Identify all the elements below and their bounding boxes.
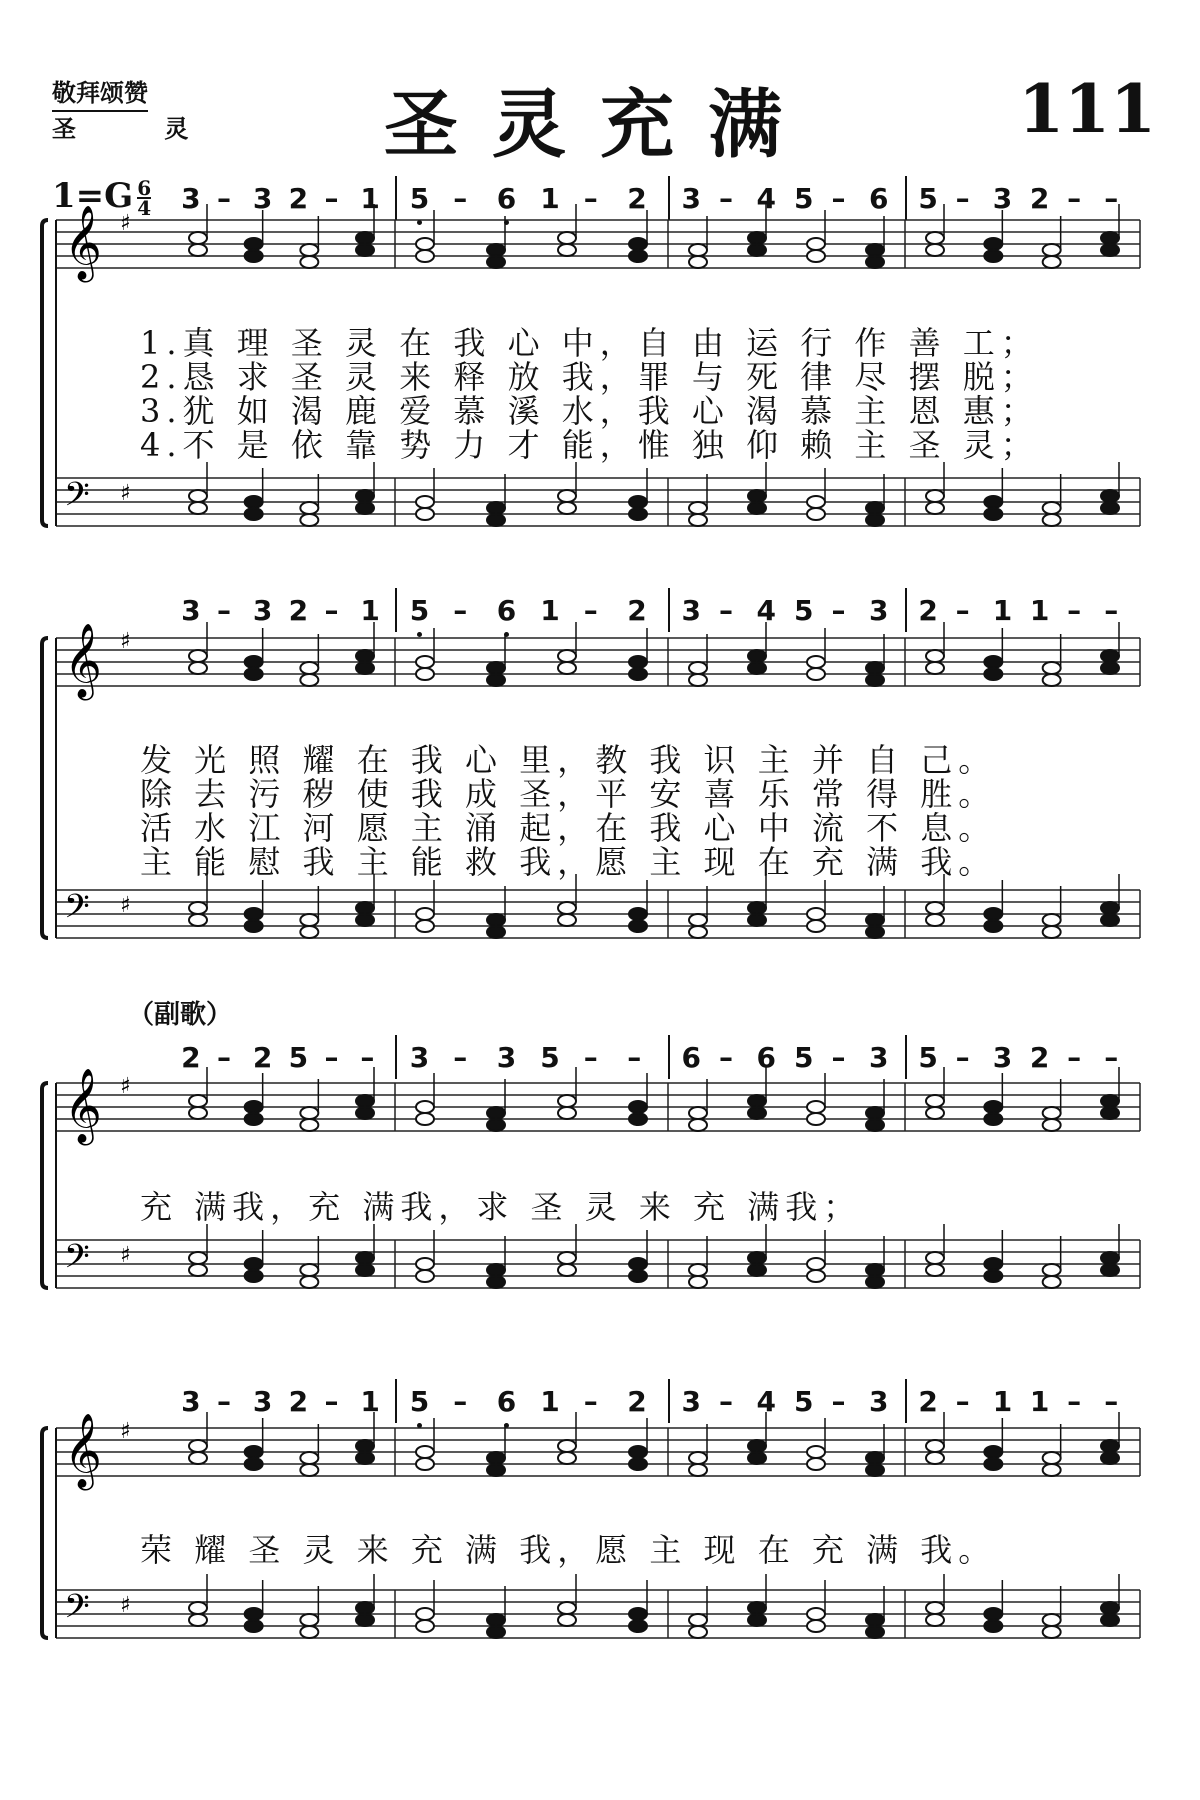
category-sub: 圣 灵 bbox=[52, 114, 229, 143]
notehead bbox=[1043, 1614, 1061, 1626]
jianpu-note: 3 bbox=[992, 1041, 1013, 1074]
sharp-icon: ♯ bbox=[120, 629, 131, 654]
jianpu-note: – bbox=[1067, 1041, 1082, 1074]
notehead bbox=[300, 1452, 318, 1464]
jianpu-note: 1 bbox=[540, 182, 560, 215]
jianpu-note: – bbox=[955, 1041, 970, 1074]
notehead bbox=[1043, 1452, 1061, 1464]
jianpu-note: – bbox=[627, 1041, 642, 1074]
jianpu-note: – bbox=[831, 594, 846, 627]
notehead bbox=[866, 1452, 884, 1464]
jianpu-note: 5 bbox=[409, 594, 430, 627]
lyric-line: 充 满我，充 满我，求 圣 灵 来 充 满我； bbox=[140, 1188, 862, 1226]
jianpu-note: – bbox=[217, 594, 231, 627]
notehead bbox=[356, 1440, 374, 1452]
notehead bbox=[984, 1608, 1002, 1620]
jianpu-note: 1 bbox=[360, 594, 380, 627]
hymn-number: 111 bbox=[1018, 70, 1156, 148]
notehead bbox=[189, 1440, 207, 1452]
jianpu-note: – bbox=[583, 1041, 598, 1074]
jianpu-note: – bbox=[1067, 182, 1082, 215]
jianpu-note: 5 bbox=[540, 1041, 560, 1074]
notehead bbox=[807, 1608, 825, 1620]
jianpu-note: – bbox=[583, 1385, 598, 1418]
hymn-title: 圣灵充满 bbox=[384, 82, 816, 168]
jianpu-note: 6 bbox=[496, 182, 517, 215]
jianpu-note: 3 bbox=[252, 594, 273, 627]
lyric-line: 主 能 慰 我 主 能 救 我，愿 主 现 在 充 满 我。 bbox=[140, 843, 997, 881]
notehead bbox=[748, 1602, 766, 1614]
jianpu-note: – bbox=[217, 1041, 231, 1074]
jianpu-note: 1 bbox=[992, 1385, 1013, 1418]
notehead bbox=[487, 1626, 505, 1638]
jianpu-note: – bbox=[1104, 1385, 1119, 1418]
notehead bbox=[487, 1452, 505, 1464]
notehead bbox=[189, 1452, 207, 1464]
treble-clef-icon: 𝄞 bbox=[64, 206, 102, 280]
jianpu-note: 2 bbox=[627, 182, 647, 215]
jianpu-note: – bbox=[217, 1385, 231, 1418]
jianpu-note: – bbox=[453, 1041, 468, 1074]
notehead bbox=[487, 1614, 505, 1626]
jianpu-note: – bbox=[719, 1041, 733, 1074]
jianpu-note: 1 bbox=[540, 1385, 560, 1418]
notehead bbox=[300, 1614, 318, 1626]
notehead bbox=[866, 1626, 884, 1638]
notehead bbox=[558, 1614, 576, 1626]
notehead bbox=[416, 1458, 434, 1470]
jianpu-note: 6 bbox=[756, 1041, 776, 1074]
jianpu-note: 5 bbox=[794, 182, 814, 215]
notehead bbox=[984, 1458, 1002, 1470]
jianpu-note: – bbox=[324, 1385, 339, 1418]
notehead bbox=[689, 1452, 707, 1464]
notehead bbox=[189, 1614, 207, 1626]
notehead bbox=[689, 1626, 707, 1638]
notehead bbox=[807, 1446, 825, 1458]
jianpu-note: 5 bbox=[794, 1041, 814, 1074]
jianpu-note: – bbox=[1104, 594, 1119, 627]
jianpu-note: 3 bbox=[681, 182, 701, 215]
notehead bbox=[300, 1464, 318, 1476]
notehead bbox=[1043, 1626, 1061, 1638]
jianpu-note: – bbox=[719, 594, 733, 627]
notehead bbox=[356, 1602, 374, 1614]
jianpu-note: 3 bbox=[992, 182, 1013, 215]
notehead bbox=[629, 1446, 647, 1458]
jianpu-note: – bbox=[955, 594, 970, 627]
jianpu-note: 2 bbox=[1029, 1041, 1050, 1074]
sharp-icon: ♯ bbox=[120, 1243, 131, 1268]
notehead bbox=[245, 1620, 263, 1632]
jianpu-note: 5 bbox=[794, 594, 814, 627]
notehead bbox=[926, 1602, 944, 1614]
notehead bbox=[1101, 1452, 1119, 1464]
lyric-line: 活 水 江 河 愿 主 涌 起，在 我 心 中 流 不 息。 bbox=[140, 809, 997, 847]
time-top: 6 bbox=[137, 176, 152, 200]
jianpu-note: – bbox=[719, 1385, 733, 1418]
jianpu-note: – bbox=[831, 1041, 846, 1074]
lyric-line: 2.恳 求 圣 灵 来 释 放 我，罪 与 死 律 尽 摆 脱； bbox=[140, 358, 1039, 396]
jianpu-note: 6 bbox=[869, 182, 889, 215]
notehead bbox=[629, 1458, 647, 1470]
lyric-line: 荣 耀 圣 灵 来 充 满 我，愿 主 现 在 充 满 我。 bbox=[140, 1531, 997, 1569]
sharp-icon: ♯ bbox=[120, 893, 131, 918]
jianpu-note: – bbox=[1104, 1041, 1119, 1074]
jianpu-note: 3 bbox=[181, 594, 201, 627]
jianpu-note: 3 bbox=[681, 1385, 701, 1418]
jianpu-note: – bbox=[453, 1385, 468, 1418]
notehead bbox=[1043, 1464, 1061, 1476]
jianpu-note: – bbox=[1067, 1385, 1082, 1418]
jianpu-note: 5 bbox=[918, 182, 938, 215]
jianpu-note: 5 bbox=[918, 1041, 938, 1074]
notehead bbox=[558, 1452, 576, 1464]
treble-clef-icon: 𝄞 bbox=[64, 1069, 102, 1143]
jianpu-note: 5 bbox=[409, 182, 430, 215]
lyric-line: 1.真 理 圣 灵 在 我 心 中，自 由 运 行 作 善 工； bbox=[140, 324, 1039, 362]
notehead bbox=[866, 1614, 884, 1626]
chorus-label: （副歌） bbox=[128, 1000, 233, 1030]
jianpu-note: – bbox=[583, 182, 598, 215]
treble-clef-icon: 𝄞 bbox=[64, 624, 102, 698]
jianpu-note: 3 bbox=[409, 1041, 430, 1074]
lyric-line: 4.不 是 依 靠 势 力 才 能，惟 独 仰 赖 主 圣 灵； bbox=[140, 426, 1039, 464]
notehead bbox=[748, 1614, 766, 1626]
category-main: 敬拜颂赞 bbox=[52, 78, 148, 112]
notehead bbox=[558, 1602, 576, 1614]
jianpu-note: 6 bbox=[681, 1041, 701, 1074]
notehead bbox=[926, 1452, 944, 1464]
notehead bbox=[300, 1626, 318, 1638]
jianpu-note: 3 bbox=[869, 1385, 889, 1418]
bass-clef-icon: 𝄢 bbox=[64, 888, 90, 934]
bass-clef-icon: 𝄢 bbox=[64, 1238, 90, 1284]
notehead bbox=[807, 1620, 825, 1632]
jianpu-note: 2 bbox=[288, 182, 309, 215]
jianpu-note: 6 bbox=[496, 594, 517, 627]
jianpu-note: 3 bbox=[252, 182, 273, 215]
notehead bbox=[416, 1608, 434, 1620]
notehead bbox=[689, 1464, 707, 1476]
notehead bbox=[558, 1440, 576, 1452]
jianpu-note: 2 bbox=[288, 1385, 309, 1418]
lyric-line: 发 光 照 耀 在 我 心 里，教 我 识 主 并 自 己。 bbox=[140, 741, 997, 779]
jianpu-note: – bbox=[831, 1385, 846, 1418]
jianpu-note: 1 bbox=[1029, 1385, 1050, 1418]
jianpu-note: 1 bbox=[540, 594, 560, 627]
lyric-line: 除 去 污 秽 使 我 成 圣，平 安 喜 乐 常 得 胜。 bbox=[140, 775, 997, 813]
jianpu-note: 2 bbox=[918, 594, 938, 627]
notehead bbox=[416, 1620, 434, 1632]
jianpu-note: 1 bbox=[992, 594, 1013, 627]
notehead bbox=[629, 1608, 647, 1620]
notehead bbox=[1101, 1602, 1119, 1614]
sharp-icon: ♯ bbox=[120, 1419, 131, 1444]
notehead bbox=[748, 1452, 766, 1464]
jianpu-note: – bbox=[719, 182, 733, 215]
jianpu-note: 1 bbox=[360, 182, 380, 215]
jianpu-note: – bbox=[955, 1385, 970, 1418]
jianpu-note: 2 bbox=[918, 1385, 938, 1418]
lyric-line: 3.犹 如 渴 鹿 爱 慕 溪 水，我 心 渴 慕 主 恩 惠； bbox=[140, 392, 1039, 430]
key-label: 1=G bbox=[52, 176, 134, 216]
jianpu-note: 2 bbox=[627, 1385, 647, 1418]
jianpu-note: 3 bbox=[869, 1041, 889, 1074]
jianpu-note: – bbox=[831, 182, 846, 215]
notehead bbox=[416, 1446, 434, 1458]
notehead bbox=[356, 1614, 374, 1626]
jianpu-note: – bbox=[955, 182, 970, 215]
notehead bbox=[189, 1602, 207, 1614]
notehead bbox=[629, 1620, 647, 1632]
jianpu-note: – bbox=[324, 594, 339, 627]
jianpu-note: 2 bbox=[288, 594, 309, 627]
notehead bbox=[245, 1446, 263, 1458]
bass-clef-icon: 𝄢 bbox=[64, 476, 90, 522]
jianpu-note: 3 bbox=[181, 1385, 201, 1418]
notehead bbox=[984, 1446, 1002, 1458]
sharp-icon: ♯ bbox=[120, 1593, 131, 1618]
system-bracket bbox=[42, 1428, 48, 1638]
notehead bbox=[926, 1440, 944, 1452]
jianpu-note: 4 bbox=[756, 182, 776, 215]
jianpu-note: – bbox=[1104, 182, 1119, 215]
jianpu-note: 4 bbox=[756, 1385, 776, 1418]
notehead bbox=[926, 1614, 944, 1626]
notehead bbox=[984, 1620, 1002, 1632]
notehead bbox=[866, 1464, 884, 1476]
jianpu-note: 6 bbox=[496, 1385, 517, 1418]
jianpu-note: 1 bbox=[1029, 594, 1050, 627]
jianpu-note: – bbox=[324, 182, 339, 215]
notehead bbox=[245, 1458, 263, 1470]
jianpu-note: – bbox=[360, 1041, 375, 1074]
jianpu-note: 3 bbox=[252, 1385, 273, 1418]
jianpu-note: 3 bbox=[496, 1041, 517, 1074]
notehead bbox=[689, 1614, 707, 1626]
notehead bbox=[487, 1464, 505, 1476]
jianpu-note: – bbox=[583, 594, 598, 627]
jianpu-note: – bbox=[453, 594, 468, 627]
bass-clef-icon: 𝄢 bbox=[64, 1588, 90, 1634]
jianpu-note: 5 bbox=[409, 1385, 430, 1418]
jianpu-note: 2 bbox=[252, 1041, 273, 1074]
jianpu-note: – bbox=[1067, 594, 1082, 627]
notehead bbox=[1101, 1440, 1119, 1452]
jianpu-note: 1 bbox=[360, 1385, 380, 1418]
jianpu-note: 5 bbox=[794, 1385, 814, 1418]
time-bottom: 4 bbox=[137, 196, 152, 220]
jianpu-note: – bbox=[453, 182, 468, 215]
jianpu-note: 3 bbox=[681, 594, 701, 627]
jianpu-note: – bbox=[324, 1041, 339, 1074]
notehead bbox=[356, 1452, 374, 1464]
notehead bbox=[748, 1440, 766, 1452]
jianpu-note: 3 bbox=[181, 182, 201, 215]
sharp-icon: ♯ bbox=[120, 211, 131, 236]
notehead bbox=[1101, 1614, 1119, 1626]
jianpu-note: – bbox=[217, 182, 231, 215]
jianpu-note: 5 bbox=[288, 1041, 309, 1074]
notehead bbox=[807, 1458, 825, 1470]
jianpu-note: 3 bbox=[869, 594, 889, 627]
sharp-icon: ♯ bbox=[120, 1074, 131, 1099]
jianpu-note: 2 bbox=[627, 594, 647, 627]
notehead bbox=[245, 1608, 263, 1620]
jianpu-note: 2 bbox=[1029, 182, 1050, 215]
jianpu-note: 4 bbox=[756, 594, 776, 627]
jianpu-note: 2 bbox=[181, 1041, 201, 1074]
sharp-icon: ♯ bbox=[120, 481, 131, 506]
treble-clef-icon: 𝄞 bbox=[64, 1414, 102, 1488]
